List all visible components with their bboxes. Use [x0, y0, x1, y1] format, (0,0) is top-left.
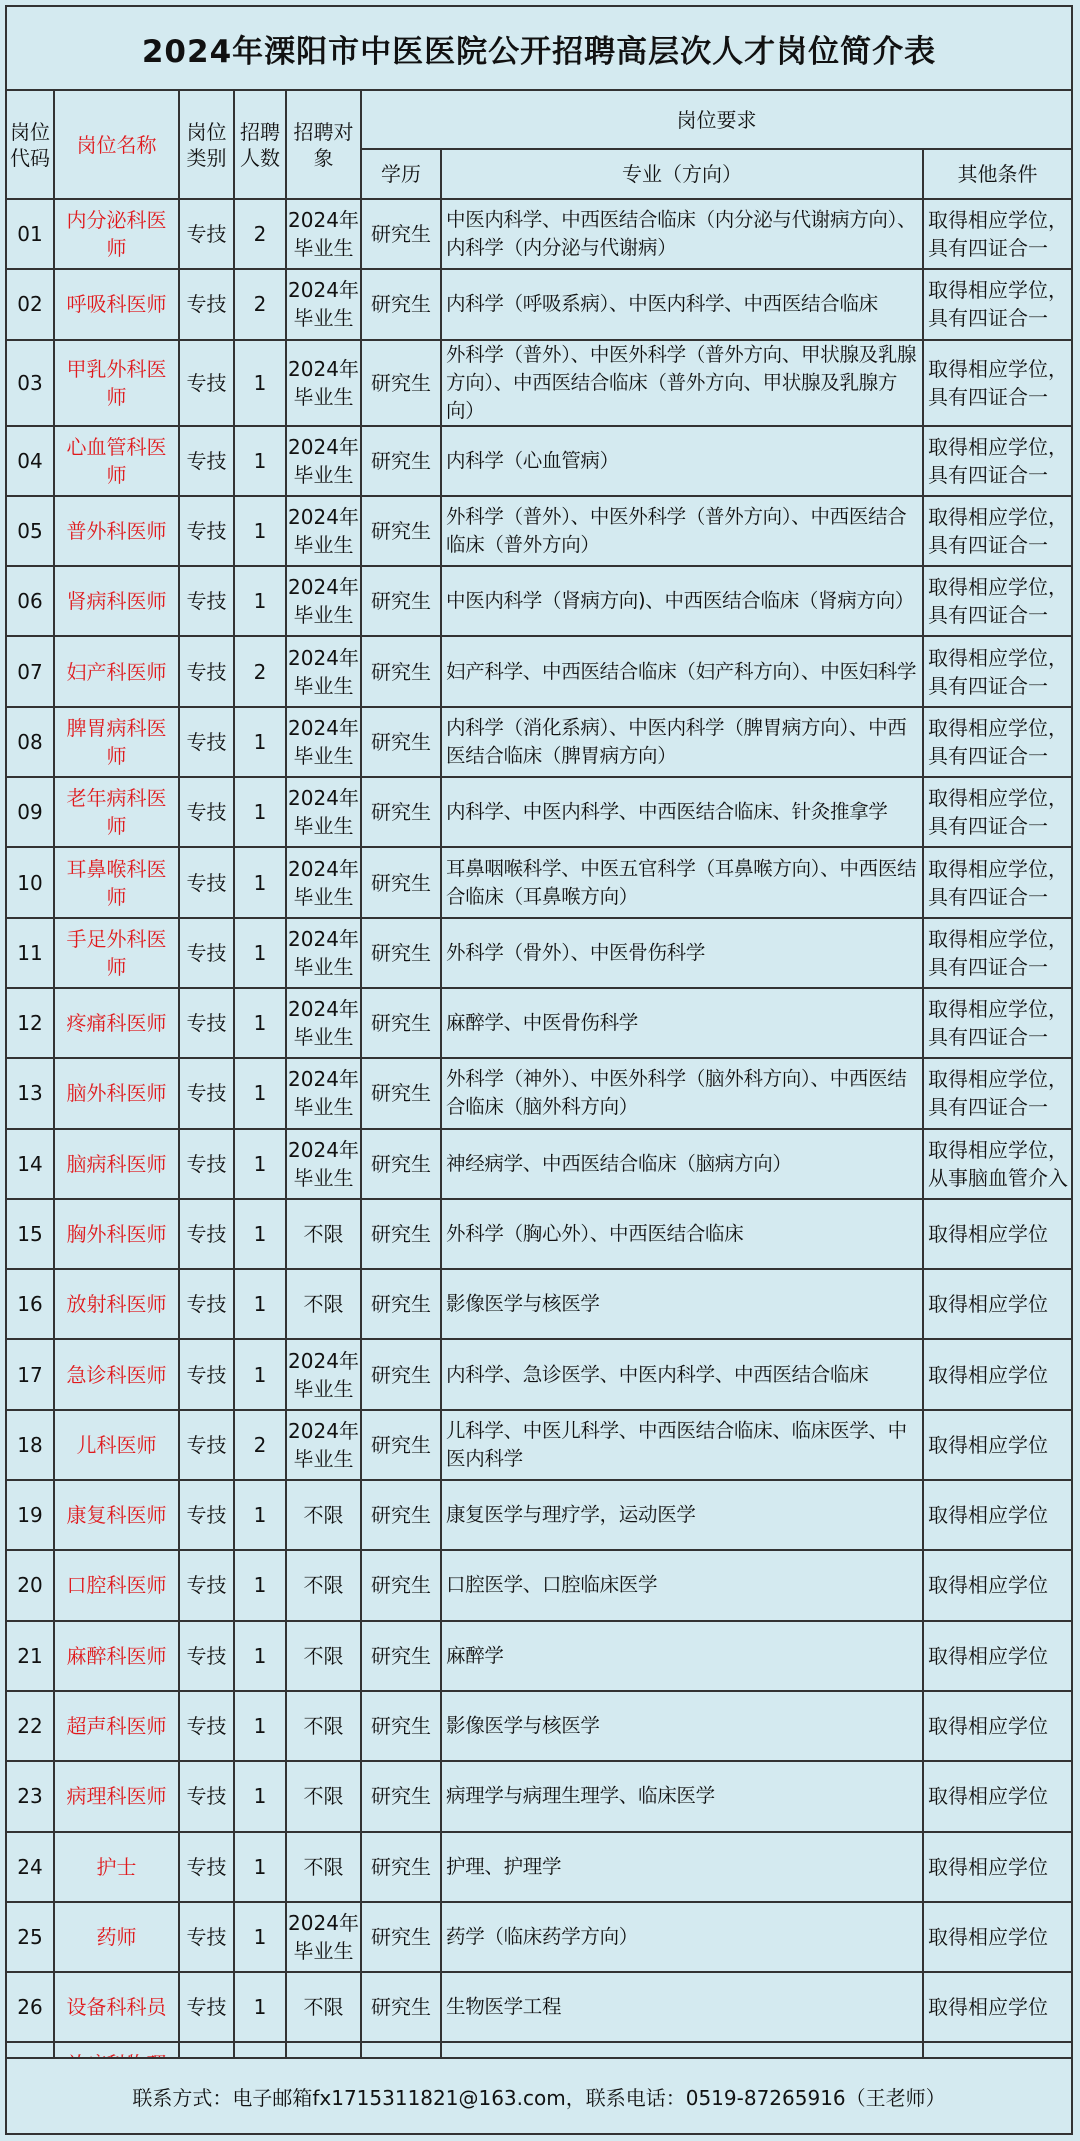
cell-major: 儿科学、中医儿科学、中西医结合临床、临床医学、中医内科学: [441, 1410, 923, 1480]
cell-category: 专技: [179, 1199, 234, 1269]
contact-footer: 联系方式：电子邮箱fx1715311821@163.com，联系电话：0519-87265916（王老师）: [7, 2057, 1071, 2133]
cell-education: 研究生: [361, 1621, 441, 1691]
cell-code: 02: [7, 269, 54, 339]
cell-other: 取得相应学位，具有四证合一: [923, 566, 1071, 636]
cell-target: 2024年毕业生: [286, 777, 361, 847]
cell-target: 2024年毕业生: [286, 847, 361, 917]
cell-target: 2024年毕业生: [286, 566, 361, 636]
cell-name: 普外科医师: [54, 496, 179, 566]
cell-major: 护理、护理学: [441, 1832, 923, 1902]
cell-code: 05: [7, 496, 54, 566]
cell-major: 神经病学、中西医结合临床（脑病方向）: [441, 1129, 923, 1199]
cell-other: 取得相应学位，具有四证合一: [923, 918, 1071, 988]
cell-category: 专技: [179, 1902, 234, 1972]
cell-category: 专技: [179, 1550, 234, 1620]
cell-education: 研究生: [361, 1972, 441, 2042]
cell-major: 中医内科学（肾病方向)、中西医结合临床（肾病方向）: [441, 566, 923, 636]
cell-name: 急诊科医师: [54, 1339, 179, 1409]
cell-count: 2: [234, 269, 286, 339]
cell-other: 取得相应学位: [923, 1621, 1071, 1691]
table-row: [7, 1761, 1071, 1831]
cell-count: 1: [234, 988, 286, 1058]
header-category: 岗位类别: [179, 91, 234, 199]
table-row: [7, 777, 1071, 847]
cell-code: 11: [7, 918, 54, 988]
cell-name: 护士: [54, 1832, 179, 1902]
cell-target: 2024年毕业生: [286, 1339, 361, 1409]
cell-count: 1: [234, 1621, 286, 1691]
cell-target: 不限: [286, 1691, 361, 1761]
cell-name: 耳鼻喉科医师: [54, 847, 179, 917]
cell-education: 研究生: [361, 707, 441, 777]
cell-target: 不限: [286, 1761, 361, 1831]
cell-category: 专技: [179, 1480, 234, 1550]
cell-target: 不限: [286, 1550, 361, 1620]
cell-code: 10: [7, 847, 54, 917]
cell-category: 专技: [179, 988, 234, 1058]
cell-name: 疼痛科医师: [54, 988, 179, 1058]
cell-name: 放射科医师: [54, 1269, 179, 1339]
cell-education: 研究生: [361, 269, 441, 339]
cell-major: 外科学（普外）、中医外科学（普外方向）、中西医结合临床（普外方向）: [441, 496, 923, 566]
table-row: [7, 1199, 1071, 1269]
cell-category: 专技: [179, 199, 234, 269]
table-row: [7, 1972, 1071, 2042]
cell-name: 设备科科员: [54, 1972, 179, 2042]
cell-count: 1: [234, 1832, 286, 1902]
cell-count: 2: [234, 636, 286, 706]
cell-count: 1: [234, 1480, 286, 1550]
cell-major: 药学（临床药学方向）: [441, 1902, 923, 1972]
table-row: [7, 1902, 1071, 1972]
table-row: [7, 269, 1071, 339]
cell-other: 取得相应学位，具有四证合一: [923, 199, 1071, 269]
table-body: [7, 199, 1071, 2113]
cell-target: 2024年毕业生: [286, 199, 361, 269]
cell-name: 肾病科医师: [54, 566, 179, 636]
cell-other: 取得相应学位，具有四证合一: [923, 636, 1071, 706]
cell-other: 取得相应学位: [923, 1199, 1071, 1269]
table-row: [7, 1832, 1071, 1902]
cell-code: 24: [7, 1832, 54, 1902]
cell-name: 脑病科医师: [54, 1129, 179, 1199]
cell-other: 取得相应学位: [923, 1269, 1071, 1339]
cell-education: 研究生: [361, 1410, 441, 1480]
cell-count: 1: [234, 1691, 286, 1761]
cell-category: 专技: [179, 1058, 234, 1128]
cell-target: 不限: [286, 1480, 361, 1550]
cell-count: 1: [234, 566, 286, 636]
table-row: [7, 636, 1071, 706]
cell-major: 影像医学与核医学: [441, 1269, 923, 1339]
cell-major: 耳鼻咽喉科学、中医五官科学（耳鼻喉方向）、中西医结合临床（耳鼻喉方向）: [441, 847, 923, 917]
cell-education: 研究生: [361, 340, 441, 426]
cell-major: 中医内科学、中西医结合临床（内分泌与代谢病方向）、内科学（内分泌与代谢病）: [441, 199, 923, 269]
cell-target: 2024年毕业生: [286, 1410, 361, 1480]
cell-name: 老年病科医师: [54, 777, 179, 847]
cell-code: 06: [7, 566, 54, 636]
cell-target: 2024年毕业生: [286, 340, 361, 426]
cell-name: 康复科医师: [54, 1480, 179, 1550]
header-other: 其他条件: [923, 149, 1071, 199]
cell-category: 专技: [179, 1691, 234, 1761]
cell-count: 1: [234, 1761, 286, 1831]
cell-other: 取得相应学位，从事脑血管介入: [923, 1129, 1071, 1199]
cell-count: 1: [234, 1550, 286, 1620]
cell-education: 研究生: [361, 199, 441, 269]
cell-code: 20: [7, 1550, 54, 1620]
cell-education: 研究生: [361, 1691, 441, 1761]
cell-count: 1: [234, 426, 286, 496]
cell-target: 2024年毕业生: [286, 988, 361, 1058]
cell-name: 内分泌科医师: [54, 199, 179, 269]
cell-other: 取得相应学位，具有四证合一: [923, 847, 1071, 917]
cell-education: 研究生: [361, 426, 441, 496]
cell-count: 2: [234, 199, 286, 269]
cell-major: 外科学（神外）、中医外科学（脑外科方向）、中西医结合临床（脑外科方向）: [441, 1058, 923, 1128]
cell-target: 2024年毕业生: [286, 426, 361, 496]
cell-education: 研究生: [361, 1832, 441, 1902]
cell-name: 病理科医师: [54, 1761, 179, 1831]
cell-count: 1: [234, 496, 286, 566]
cell-name: 儿科医师: [54, 1410, 179, 1480]
cell-other: 取得相应学位: [923, 1550, 1071, 1620]
table-row: [7, 988, 1071, 1058]
cell-education: 研究生: [361, 496, 441, 566]
cell-code: 08: [7, 707, 54, 777]
cell-education: 研究生: [361, 1550, 441, 1620]
cell-major: 内科学（消化系病）、中医内科学（脾胃病方向）、中西医结合临床（脾胃病方向）: [441, 707, 923, 777]
cell-other: 取得相应学位，具有四证合一: [923, 496, 1071, 566]
table-row: [7, 1550, 1071, 1620]
cell-code: 21: [7, 1621, 54, 1691]
cell-category: 专技: [179, 1129, 234, 1199]
positions-table: [7, 91, 1071, 2114]
cell-count: 1: [234, 1129, 286, 1199]
cell-other: 取得相应学位，具有四证合一: [923, 269, 1071, 339]
cell-category: 专技: [179, 707, 234, 777]
cell-major: 内科学、中医内科学、中西医结合临床、针灸推拿学: [441, 777, 923, 847]
cell-code: 15: [7, 1199, 54, 1269]
cell-target: 不限: [286, 1199, 361, 1269]
cell-name: 口腔科医师: [54, 1550, 179, 1620]
cell-target: 2024年毕业生: [286, 1902, 361, 1972]
cell-count: 1: [234, 1972, 286, 2042]
table-row: [7, 707, 1071, 777]
cell-count: 1: [234, 1339, 286, 1409]
table-row: [7, 1410, 1071, 1480]
header-education: 学历: [361, 149, 441, 199]
cell-code: 19: [7, 1480, 54, 1550]
cell-major: 外科学（胸心外）、中西医结合临床: [441, 1199, 923, 1269]
cell-education: 研究生: [361, 1902, 441, 1972]
cell-category: 专技: [179, 1339, 234, 1409]
cell-category: 专技: [179, 1410, 234, 1480]
cell-education: 研究生: [361, 1058, 441, 1128]
table-row: [7, 1480, 1071, 1550]
cell-name: 胸外科医师: [54, 1199, 179, 1269]
cell-other: 取得相应学位，具有四证合一: [923, 707, 1071, 777]
cell-code: 12: [7, 988, 54, 1058]
cell-code: 22: [7, 1691, 54, 1761]
cell-target: 2024年毕业生: [286, 918, 361, 988]
header-code: 岗位代码: [7, 91, 54, 199]
table-row: [7, 1058, 1071, 1128]
table-row: [7, 1691, 1071, 1761]
cell-category: 专技: [179, 777, 234, 847]
cell-code: 25: [7, 1902, 54, 1972]
cell-major: 生物医学工程: [441, 1972, 923, 2042]
cell-major: 病理学与病理生理学、临床医学: [441, 1761, 923, 1831]
cell-major: 影像医学与核医学: [441, 1691, 923, 1761]
cell-target: 2024年毕业生: [286, 496, 361, 566]
cell-education: 研究生: [361, 1761, 441, 1831]
cell-category: 专技: [179, 1269, 234, 1339]
cell-name: 超声科医师: [54, 1691, 179, 1761]
table-row: [7, 1269, 1071, 1339]
cell-other: 取得相应学位，具有四证合一: [923, 1058, 1071, 1128]
cell-other: 取得相应学位: [923, 1761, 1071, 1831]
cell-category: 专技: [179, 340, 234, 426]
cell-target: 不限: [286, 1832, 361, 1902]
cell-major: 妇产科学、中西医结合临床（妇产科方向）、中医妇科学: [441, 636, 923, 706]
table-row: [7, 1339, 1071, 1409]
cell-target: 2024年毕业生: [286, 707, 361, 777]
cell-category: 专技: [179, 636, 234, 706]
cell-category: 专技: [179, 1761, 234, 1831]
cell-count: 1: [234, 340, 286, 426]
cell-name: 脾胃病科医师: [54, 707, 179, 777]
cell-count: 1: [234, 1269, 286, 1339]
cell-name: 心血管科医师: [54, 426, 179, 496]
cell-other: 取得相应学位，具有四证合一: [923, 340, 1071, 426]
cell-education: 研究生: [361, 636, 441, 706]
table-row: [7, 847, 1071, 917]
cell-code: 23: [7, 1761, 54, 1831]
cell-name: 甲乳外科医师: [54, 340, 179, 426]
cell-other: 取得相应学位: [923, 1902, 1071, 1972]
cell-category: 专技: [179, 269, 234, 339]
cell-target: 不限: [286, 1972, 361, 2042]
cell-name: 呼吸科医师: [54, 269, 179, 339]
cell-count: 1: [234, 777, 286, 847]
cell-other: 取得相应学位，具有四证合一: [923, 988, 1071, 1058]
cell-other: 取得相应学位: [923, 1972, 1071, 2042]
cell-other: 取得相应学位: [923, 1832, 1071, 1902]
cell-count: 1: [234, 847, 286, 917]
cell-category: 专技: [179, 426, 234, 496]
cell-code: 07: [7, 636, 54, 706]
cell-code: 03: [7, 340, 54, 426]
cell-education: 研究生: [361, 1129, 441, 1199]
cell-target: 2024年毕业生: [286, 269, 361, 339]
cell-code: 04: [7, 426, 54, 496]
cell-count: 1: [234, 1199, 286, 1269]
cell-major: 内科学（呼吸系病）、中医内科学、中西医结合临床: [441, 269, 923, 339]
table-row: [7, 199, 1071, 269]
cell-other: 取得相应学位: [923, 1410, 1071, 1480]
cell-count: 1: [234, 1058, 286, 1128]
cell-education: 研究生: [361, 1339, 441, 1409]
table-row: [7, 426, 1071, 496]
cell-code: 16: [7, 1269, 54, 1339]
cell-count: 1: [234, 918, 286, 988]
cell-target: 2024年毕业生: [286, 636, 361, 706]
cell-category: 专技: [179, 918, 234, 988]
cell-count: 1: [234, 707, 286, 777]
cell-name: 脑外科医师: [54, 1058, 179, 1128]
header-count: 招聘人数: [234, 91, 286, 199]
cell-major: 内科学、急诊医学、中医内科学、中西医结合临床: [441, 1339, 923, 1409]
cell-major: 麻醉学: [441, 1621, 923, 1691]
cell-major: 康复医学与理疗学，运动医学: [441, 1480, 923, 1550]
header-major: 专业（方向）: [441, 149, 923, 199]
cell-code: 18: [7, 1410, 54, 1480]
cell-education: 研究生: [361, 918, 441, 988]
cell-education: 研究生: [361, 847, 441, 917]
cell-code: 09: [7, 777, 54, 847]
cell-major: 内科学（心血管病）: [441, 426, 923, 496]
cell-name: 麻醉科医师: [54, 1621, 179, 1691]
cell-category: 专技: [179, 496, 234, 566]
cell-category: 专技: [179, 1621, 234, 1691]
cell-major: 麻醉学、中医骨伤科学: [441, 988, 923, 1058]
cell-education: 研究生: [361, 988, 441, 1058]
table-row: [7, 340, 1071, 426]
cell-code: 17: [7, 1339, 54, 1409]
header-target: 招聘对象: [286, 91, 361, 199]
table-row: [7, 566, 1071, 636]
cell-count: 1: [234, 1902, 286, 1972]
cell-name: 手足外科医师: [54, 918, 179, 988]
table-row: [7, 1129, 1071, 1199]
cell-name: 药师: [54, 1902, 179, 1972]
cell-other: 取得相应学位: [923, 1339, 1071, 1409]
cell-target: 不限: [286, 1621, 361, 1691]
table-row: [7, 496, 1071, 566]
cell-target: 2024年毕业生: [286, 1058, 361, 1128]
header-requirements: 岗位要求: [361, 91, 1071, 149]
cell-major: 外科学（骨外）、中医骨伤科学: [441, 918, 923, 988]
cell-count: 2: [234, 1410, 286, 1480]
cell-education: 研究生: [361, 1480, 441, 1550]
cell-code: 01: [7, 199, 54, 269]
cell-category: 专技: [179, 1972, 234, 2042]
page-title: 2024年溧阳市中医医院公开招聘高层次人才岗位简介表: [7, 7, 1071, 91]
cell-category: 专技: [179, 1832, 234, 1902]
cell-other: 取得相应学位，具有四证合一: [923, 426, 1071, 496]
cell-target: 2024年毕业生: [286, 1129, 361, 1199]
cell-target: 不限: [286, 1269, 361, 1339]
cell-other: 取得相应学位，具有四证合一: [923, 777, 1071, 847]
cell-code: 13: [7, 1058, 54, 1128]
cell-education: 研究生: [361, 777, 441, 847]
cell-code: 14: [7, 1129, 54, 1199]
cell-other: 取得相应学位: [923, 1480, 1071, 1550]
cell-education: 研究生: [361, 566, 441, 636]
cell-education: 研究生: [361, 1269, 441, 1339]
table-row: [7, 918, 1071, 988]
header-name: 岗位名称: [54, 91, 179, 199]
recruitment-sheet: [5, 5, 1073, 2135]
cell-category: 专技: [179, 847, 234, 917]
cell-category: 专技: [179, 566, 234, 636]
cell-name: 妇产科医师: [54, 636, 179, 706]
cell-education: 研究生: [361, 1199, 441, 1269]
cell-other: 取得相应学位: [923, 1691, 1071, 1761]
cell-major: 口腔医学、口腔临床医学: [441, 1550, 923, 1620]
cell-code: 26: [7, 1972, 54, 2042]
header-row: [7, 91, 1071, 149]
cell-major: 外科学（普外）、中医外科学（普外方向、甲状腺及乳腺方向）、中西医结合临床（普外方向、甲状腺及乳腺方向）: [441, 340, 923, 426]
table-row: [7, 1621, 1071, 1691]
